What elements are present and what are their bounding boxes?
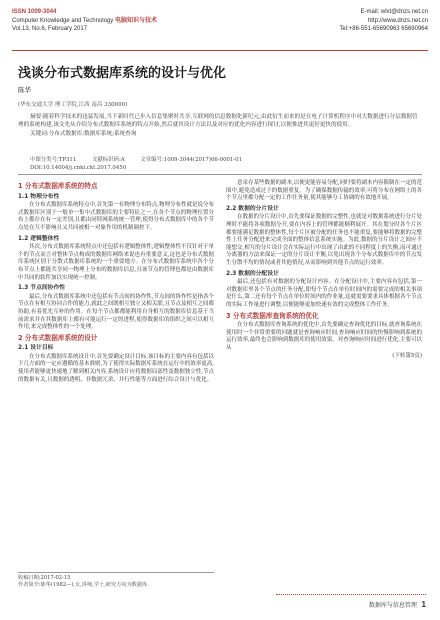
email: E-mail: wlxt@dnzs.net.cn bbox=[360, 9, 428, 15]
paragraph: 意采存某些数据的副本,以便更能容易分配,同时要将副本内容限制在一定的范围中,避免造成过于的数据重复。为了确保数据传输的效率,可将分布在网络上的各个节点里都分配一定的工作任务量,使其能够分工协调的有效地开展。 bbox=[226, 180, 422, 202]
keywords: 关键词:分布式数据库;数据库系统;系统查询 bbox=[30, 131, 137, 137]
section-heading: 1 分布式数据库系统的特点 bbox=[18, 182, 98, 190]
website: http://www.dnzs.net.cn bbox=[367, 17, 428, 24]
issn: ISSN 1009-3044 bbox=[12, 9, 57, 15]
paragraph: 在分布式数据库查询系统的优化中,首先要确定查询优化的目标,就查询系统在使用时一个非常重要的问题就是查询响应时间,查询响应时间的快慢影响到系统的运行效率,最终也会影响到数据库的使用效果。对查询响应时间进行优化,主要可以从 bbox=[226, 322, 422, 351]
volume-info: Vol.13, No.6, February 2017 bbox=[12, 26, 88, 32]
document-code: 文献标识码:A bbox=[92, 157, 125, 163]
journal-header bbox=[12, 8, 428, 51]
continued-note: (下转第5页) bbox=[392, 353, 422, 360]
abstract: 摘要:随着科学技术的迅猛发展,当下新时代已步入信息集聚时共享,互联网的信息数据化新纪元,由此衍生而来的是在电子计算机程序中对大数据进行分层数据管理的系统构建,该文先从介绍分布式数据库系统的特点开始,然后就其设计方法以及对应的优化内容进行探讨,以便推进其更好更快的使用. bbox=[18, 114, 418, 128]
divider bbox=[18, 174, 422, 175]
telephone: Tel:+86-551-65690963 65690964 bbox=[339, 26, 428, 32]
article-title: 浅谈分布式数据库系统的设计与优化 bbox=[18, 66, 227, 81]
abstract-block bbox=[18, 113, 422, 139]
subsection-heading: 2.3 数据的分配设计 bbox=[226, 270, 279, 277]
journal-info bbox=[12, 8, 157, 34]
section-heading: 2 分布式数据库系统的设计 bbox=[18, 333, 98, 342]
journal-name-en: Computer Knowledge and Technology bbox=[12, 17, 114, 24]
paragraph: 其次,分布式数据库系统特点中还包括有逻辑整体性,逻辑整体性不仅针对于单个的节点而言对整体节点构成的数据库网络来说也有重要意义,这也是分布式数据库系统区别于分散式数据库系统的一个重要地方。在分布式数据库系统中各个分布节点上都能共享同一物理上分布的数据库信息,且该节点的管理也都是由数据库中共同的软件加以实现统一控制。 bbox=[18, 244, 214, 281]
footer-rule bbox=[276, 594, 426, 597]
subsection-heading: 1.2 逻辑整体性 bbox=[18, 235, 60, 242]
subsection-heading: 2.1 设计目标 bbox=[18, 345, 54, 352]
section-heading: 3 分布式数据库查询系统的优化 bbox=[226, 311, 319, 320]
paragraph: 最后,还包括有对数据的分配设计内容。在分配设计中,主要内容有包括,第一对数据库里各个节点的任务分配,即每个节点在单位时间内的需要完成的相关事项是什么,第二还有每个节点在单位时间内的作业量,这就需要要求具体根据各个节点的实际工作量进行调整,以便能够更加快速有效的完成整体工作任务。 bbox=[226, 279, 422, 308]
received-date: 收稿日期:2017-02-15 bbox=[18, 575, 71, 581]
paragraph: 最后,分布式数据库系统中还包括有节点间的协作性,节点间的协作性是指各个节点在有相互协同合作的能力,就此之间既相互独立又相关联,且节点及相互之间都协助,有着优先互补的作用。在每个节点都都能利用自身相互的数据库信息基于当前需求并在其数据库上都有可能运行一定的进程,使得数据库的组织之间可以相互作用,来完成整体性的一个处理。 bbox=[18, 293, 214, 331]
section-name: 数据库与信息管理 bbox=[368, 603, 417, 609]
right-column bbox=[226, 180, 422, 361]
paragraph: 在数据的分片设计中,首先要保证数据的完整性,也就是对数据系统进行分片处理时不能将各项数据分开,要在内容上的管理都能顺利展开。其在划分时各个片区都要能满足数据的整体性,每个片区被分配的任务也不能重复,要能够将数据的完整性上任务分配进来完成全面的整体信息系统实施。为此,数据的分片设计之间应不能想交,相互的分片设计会在实际运行中出现了由此的不同程度上的失衡,而可通过分离器的方法来保证一定的分片设计平衡,以免出现各个分布式数据库中的节点发生分散不均的情况或者其他情况,从而影响到其他节点的运行效率。 bbox=[226, 214, 422, 266]
subsection-heading: 1.3 节点间协作性 bbox=[18, 285, 66, 292]
footnote bbox=[18, 572, 214, 590]
left-column bbox=[18, 180, 214, 384]
journal-contact bbox=[339, 8, 428, 34]
paragraph: 在分布式数据库系统设计中,首先要确定设计目标,该目标的主要内容有包括以下几方面的一定应遵循的基本准则,为了使得实际数据库系统在运行中的效率更高,使用者能够更快速地了解到相关内容,系统设计应将数据局部性及数据独立性,节点的数据有关,且数据的透明、非数据冗余、并行性能等方面进行综合设计与优化。 bbox=[18, 353, 214, 383]
doi: DOI:10.14004/j.cnki.ckt.2017.0450 bbox=[30, 165, 127, 171]
journal-name-cn: 电脑知识与技术 bbox=[114, 17, 157, 24]
page-footer bbox=[369, 600, 426, 609]
article-meta bbox=[30, 156, 256, 172]
page-number: 1 bbox=[421, 600, 426, 609]
subsection-heading: 2.2 数据的分片设计 bbox=[226, 205, 279, 212]
author: 陈华 bbox=[18, 86, 31, 94]
paragraph: 在分布式数据库系统特点中,首先第一有物理分布特点,物理分布性就是说分布式数据库区别于一般单一集中式数据库的主要特征之一,在各个节点的物理位置分布上都存在有一定差别,且都由同特网系统统一管理,使得分布式数据库中的各个节点处在互不影响且又共同被相一对象作用的机制调控下。 bbox=[18, 202, 214, 231]
affiliation: (华东交通大学 理工学院,江西 南昌 330000) bbox=[18, 102, 128, 108]
article-number: 文章编号:1009-3044(2017)06-0001-01 bbox=[140, 157, 243, 163]
clc-number: 中图分类号:TP311 bbox=[30, 157, 77, 163]
author-bio: 作者简介:陈华(1982—),女,讲师,学士,研究方向为数据库. bbox=[18, 582, 149, 589]
subsection-heading: 1.1 物理分布性 bbox=[18, 193, 60, 200]
